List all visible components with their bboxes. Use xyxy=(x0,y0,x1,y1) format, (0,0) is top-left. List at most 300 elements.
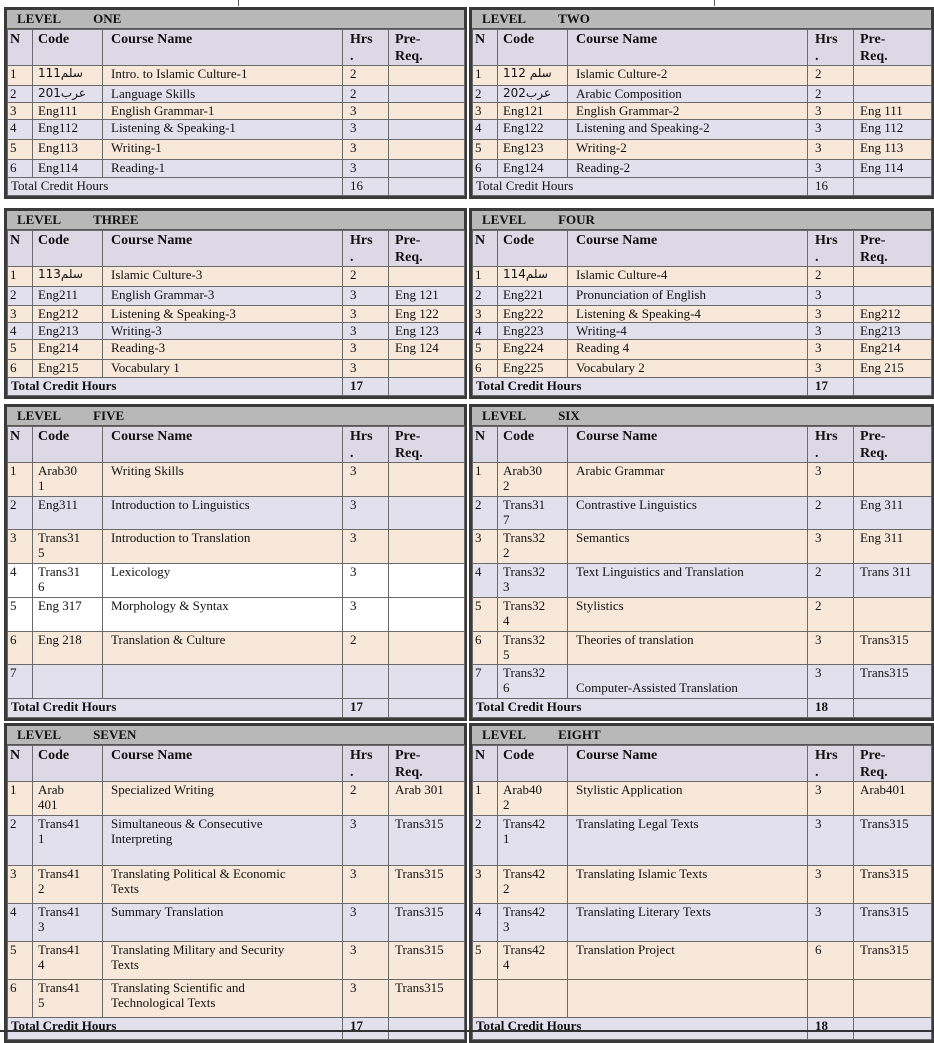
cell-code xyxy=(498,980,568,1018)
total-label: Total Credit Hours xyxy=(473,378,808,396)
cell-hrs: 3 xyxy=(343,160,389,178)
cell-code: Trans32 4 xyxy=(498,598,568,632)
cell-number: 5 xyxy=(473,942,498,980)
cell-hrs: 3 xyxy=(808,323,854,340)
header-code: Code xyxy=(33,30,103,66)
cell-prereq: Trans315 xyxy=(389,942,465,980)
header-prereq: Pre- Req. xyxy=(854,30,932,66)
cell-code: Eng215 xyxy=(33,360,103,378)
cell-name: Writing Skills xyxy=(103,463,343,497)
level-heading xyxy=(7,10,464,29)
cell-number: 5 xyxy=(8,598,33,632)
cell-prereq: Eng212 xyxy=(854,306,932,323)
cell-number: 6 xyxy=(8,360,33,378)
cell-code: Eng223 xyxy=(498,323,568,340)
cell-name: Summary Translation xyxy=(103,904,343,942)
table-row xyxy=(473,120,932,140)
header-hrs: Hrs . xyxy=(808,427,854,463)
cell-code: Trans32 2 xyxy=(498,530,568,564)
table-row xyxy=(8,140,465,160)
cell-prereq: Trans315 xyxy=(389,980,465,1018)
header-n: N xyxy=(8,746,33,782)
course-table xyxy=(7,426,465,718)
cell-prereq xyxy=(854,287,932,306)
header-n: N xyxy=(8,30,33,66)
cell-code: Eng 218 xyxy=(33,632,103,665)
cell-number: 3 xyxy=(473,530,498,564)
table-row xyxy=(473,866,932,904)
cell-prereq xyxy=(389,665,465,699)
total-row xyxy=(8,178,465,196)
cell-name: Islamic Culture-4 xyxy=(568,267,808,287)
cell-number: 6 xyxy=(473,160,498,178)
header-course-name: Course Name xyxy=(103,231,343,267)
cell-prereq: Eng 311 xyxy=(854,530,932,564)
course-table xyxy=(472,745,932,1040)
cell-code: Eng311 xyxy=(33,497,103,530)
cell-name: Translating Literary Texts xyxy=(568,904,808,942)
level-panel xyxy=(4,404,467,721)
level-panel xyxy=(4,7,467,199)
cell-prereq xyxy=(389,632,465,665)
total-label: Total Credit Hours xyxy=(8,699,343,718)
cell-name: English Grammar-2 xyxy=(568,103,808,120)
cell-code: Eng222 xyxy=(498,306,568,323)
cell-number: 5 xyxy=(8,340,33,360)
cell-code: Arab30 1 xyxy=(33,463,103,497)
table-row xyxy=(8,980,465,1018)
header-hrs: Hrs . xyxy=(343,427,389,463)
cell-hrs: 3 xyxy=(343,306,389,323)
table-row xyxy=(473,287,932,306)
header-n: N xyxy=(8,427,33,463)
table-row xyxy=(8,598,465,632)
level-panel xyxy=(4,208,467,399)
total-row xyxy=(8,1018,465,1040)
cell-prereq: Trans315 xyxy=(854,942,932,980)
cell-prereq: Trans315 xyxy=(854,665,932,699)
cell-code: Eng124 xyxy=(498,160,568,178)
cell-code: Eng111 xyxy=(33,103,103,120)
table-row xyxy=(8,360,465,378)
cell-number: 7 xyxy=(8,665,33,699)
table-row xyxy=(8,665,465,699)
cell-name: Lexicology xyxy=(103,564,343,598)
table-row xyxy=(8,287,465,306)
cell-number: 6 xyxy=(8,632,33,665)
level-panel xyxy=(469,404,934,721)
cell-code xyxy=(33,665,103,699)
total-row xyxy=(8,699,465,718)
cell-hrs: 3 xyxy=(808,140,854,160)
level-heading xyxy=(472,10,931,29)
cell-name xyxy=(568,980,808,1018)
level-word: LEVEL xyxy=(482,11,527,26)
total-empty-cell xyxy=(389,378,465,396)
table-row xyxy=(473,323,932,340)
level-number: ONE xyxy=(93,11,122,26)
cell-prereq xyxy=(389,267,465,287)
total-empty-cell xyxy=(854,1018,932,1040)
course-table xyxy=(7,29,465,196)
cell-prereq: Trans315 xyxy=(854,632,932,665)
table-row xyxy=(8,323,465,340)
cell-name: Theories of translation xyxy=(568,632,808,665)
cell-number: 3 xyxy=(8,530,33,564)
level-number: TWO xyxy=(558,11,590,26)
cell-code: Trans41 5 xyxy=(33,980,103,1018)
cell-code: Eng213 xyxy=(33,323,103,340)
total-hours: 18 xyxy=(808,1018,854,1040)
header-code: Code xyxy=(33,427,103,463)
cell-hrs xyxy=(343,665,389,699)
cell-hrs xyxy=(808,980,854,1018)
cell-number: 3 xyxy=(8,103,33,120)
table-row xyxy=(473,904,932,942)
cell-prereq: Eng214 xyxy=(854,340,932,360)
cell-prereq xyxy=(854,86,932,103)
header-course-name: Course Name xyxy=(568,30,808,66)
cell-prereq: Trans315 xyxy=(854,816,932,866)
header-hrs: Hrs . xyxy=(343,746,389,782)
cell-name: Listening & Speaking-1 xyxy=(103,120,343,140)
cell-prereq xyxy=(389,103,465,120)
cell-hrs: 3 xyxy=(343,904,389,942)
header-prereq: Pre- Req. xyxy=(854,427,932,463)
header-prereq: Pre- Req. xyxy=(389,30,465,66)
level-heading xyxy=(472,407,931,426)
cell-number: 4 xyxy=(473,564,498,598)
table-header-row xyxy=(8,427,465,463)
total-empty-cell xyxy=(389,699,465,718)
header-prereq: Pre- Req. xyxy=(389,231,465,267)
cell-hrs: 3 xyxy=(343,140,389,160)
table-row xyxy=(473,140,932,160)
cell-number: 6 xyxy=(8,980,33,1018)
cell-hrs: 3 xyxy=(808,665,854,699)
cell-hrs: 3 xyxy=(343,816,389,866)
cell-hrs: 2 xyxy=(808,598,854,632)
header-hrs: Hrs . xyxy=(808,231,854,267)
cell-name: Reading-3 xyxy=(103,340,343,360)
cell-code: سلم 112 xyxy=(498,66,568,86)
total-label: Total Credit Hours xyxy=(8,378,343,396)
cell-name: Translation & Culture xyxy=(103,632,343,665)
cell-name: Arabic Composition xyxy=(568,86,808,103)
table-row xyxy=(473,160,932,178)
cell-code: Trans42 4 xyxy=(498,942,568,980)
cell-name: Islamic Culture-3 xyxy=(103,267,343,287)
cell-prereq: Eng 121 xyxy=(389,287,465,306)
cell-prereq: Eng 114 xyxy=(854,160,932,178)
cell-hrs: 2 xyxy=(343,66,389,86)
cell-hrs: 3 xyxy=(808,360,854,378)
level-panel xyxy=(469,7,934,199)
table-row xyxy=(8,267,465,287)
cell-prereq xyxy=(389,66,465,86)
table-row xyxy=(8,564,465,598)
cell-code: Trans41 2 xyxy=(33,866,103,904)
cell-code: Eng113 xyxy=(33,140,103,160)
cell-number: 3 xyxy=(473,866,498,904)
course-table xyxy=(7,230,465,396)
cell-number: 5 xyxy=(8,140,33,160)
cell-hrs: 3 xyxy=(808,340,854,360)
cell-code: Trans41 1 xyxy=(33,816,103,866)
cell-name: Specialized Writing xyxy=(103,782,343,816)
cell-number: 4 xyxy=(8,564,33,598)
cell-number: 6 xyxy=(473,632,498,665)
level-word: LEVEL xyxy=(17,212,62,227)
cell-number: 2 xyxy=(8,816,33,866)
cell-number: 2 xyxy=(8,497,33,530)
table-row xyxy=(473,665,932,699)
cell-code: Arab30 2 xyxy=(498,463,568,497)
cell-prereq: Eng 122 xyxy=(389,306,465,323)
total-empty-cell xyxy=(389,1018,465,1040)
table-row xyxy=(473,782,932,816)
cell-name: Writing-1 xyxy=(103,140,343,160)
cell-number: 4 xyxy=(8,120,33,140)
table-row xyxy=(473,530,932,564)
cell-name: Morphology & Syntax xyxy=(103,598,343,632)
header-course-name: Course Name xyxy=(568,231,808,267)
course-table xyxy=(7,745,465,1040)
cell-code: سلم114 xyxy=(498,267,568,287)
table-header-row xyxy=(473,427,932,463)
table-row xyxy=(473,980,932,1018)
cell-prereq: Eng 215 xyxy=(854,360,932,378)
cell-prereq xyxy=(854,267,932,287)
total-row xyxy=(473,699,932,718)
table-row xyxy=(8,86,465,103)
cell-hrs: 2 xyxy=(343,782,389,816)
table-row xyxy=(473,306,932,323)
total-label: Total Credit Hours xyxy=(473,699,808,718)
cell-hrs: 3 xyxy=(343,103,389,120)
table-row xyxy=(8,463,465,497)
total-empty-cell xyxy=(389,178,465,196)
cell-number: 5 xyxy=(473,340,498,360)
level-word: LEVEL xyxy=(482,408,527,423)
course-table xyxy=(472,426,932,718)
cell-number: 6 xyxy=(8,160,33,178)
cell-number: 5 xyxy=(473,598,498,632)
level-number: FOUR xyxy=(558,212,595,227)
cell-prereq: Trans315 xyxy=(854,904,932,942)
cell-name: Vocabulary 2 xyxy=(568,360,808,378)
cell-prereq: Trans 311 xyxy=(854,564,932,598)
cell-number: 4 xyxy=(473,323,498,340)
cell-number: 1 xyxy=(8,267,33,287)
cell-name: Translating Military and Security Texts xyxy=(103,942,343,980)
header-prereq: Pre- Req. xyxy=(389,746,465,782)
cell-code: Trans32 3 xyxy=(498,564,568,598)
cell-hrs: 3 xyxy=(808,120,854,140)
table-row xyxy=(8,120,465,140)
cell-prereq: Trans315 xyxy=(854,866,932,904)
cell-code: Arab40 2 xyxy=(498,782,568,816)
cell-number: 5 xyxy=(8,942,33,980)
cell-code: Trans41 3 xyxy=(33,904,103,942)
cell-code: Eng114 xyxy=(33,160,103,178)
cell-number: 1 xyxy=(473,66,498,86)
table-row xyxy=(473,86,932,103)
header-hrs: Hrs . xyxy=(808,30,854,66)
cell-number: 1 xyxy=(473,782,498,816)
cell-number: 2 xyxy=(8,287,33,306)
cell-hrs: 3 xyxy=(343,598,389,632)
cell-number: 1 xyxy=(473,267,498,287)
header-course-name: Course Name xyxy=(568,427,808,463)
cell-number: 3 xyxy=(8,306,33,323)
cell-number: 3 xyxy=(473,306,498,323)
total-hours: 17 xyxy=(808,378,854,396)
cell-number: 3 xyxy=(473,103,498,120)
cell-prereq xyxy=(854,980,932,1018)
header-course-name: Course Name xyxy=(103,746,343,782)
cell-hrs: 3 xyxy=(808,816,854,866)
table-row xyxy=(8,782,465,816)
cell-name: Reading 4 xyxy=(568,340,808,360)
cell-name xyxy=(103,665,343,699)
cell-number: 1 xyxy=(473,463,498,497)
total-empty-cell xyxy=(854,378,932,396)
table-header-row xyxy=(8,30,465,66)
cell-name: Semantics xyxy=(568,530,808,564)
table-row xyxy=(473,598,932,632)
cell-hrs: 3 xyxy=(343,287,389,306)
level-number: SEVEN xyxy=(93,727,137,742)
cell-prereq: Eng 123 xyxy=(389,323,465,340)
cell-number: 1 xyxy=(8,66,33,86)
table-row xyxy=(8,904,465,942)
total-row xyxy=(473,1018,932,1040)
level-number: SIX xyxy=(558,408,580,423)
cell-name: Text Linguistics and Translation xyxy=(568,564,808,598)
table-row xyxy=(473,816,932,866)
level-panel xyxy=(4,723,467,1043)
cell-code: Eng121 xyxy=(498,103,568,120)
cell-prereq xyxy=(389,160,465,178)
cell-name: English Grammar-1 xyxy=(103,103,343,120)
cell-prereq: Eng 124 xyxy=(389,340,465,360)
header-prereq: Pre- Req. xyxy=(854,746,932,782)
total-hours: 16 xyxy=(343,178,389,196)
cell-code: عرب202 xyxy=(498,86,568,103)
table-header-row xyxy=(473,746,932,782)
total-hours: 17 xyxy=(343,378,389,396)
cell-name: Stylistic Application xyxy=(568,782,808,816)
cell-code: Trans32 6 xyxy=(498,665,568,699)
header-code: Code xyxy=(498,746,568,782)
cell-name: Vocabulary 1 xyxy=(103,360,343,378)
cell-hrs: 2 xyxy=(808,86,854,103)
table-row xyxy=(473,497,932,530)
header-n: N xyxy=(473,30,498,66)
cell-hrs: 3 xyxy=(808,287,854,306)
table-row xyxy=(473,340,932,360)
total-row xyxy=(8,378,465,396)
cell-number: 4 xyxy=(8,904,33,942)
cell-code: Eng221 xyxy=(498,287,568,306)
table-row xyxy=(8,942,465,980)
cell-name: Writing-4 xyxy=(568,323,808,340)
table-header-row xyxy=(8,231,465,267)
cell-hrs: 2 xyxy=(343,267,389,287)
cell-hrs: 3 xyxy=(808,103,854,120)
level-number: THREE xyxy=(93,212,139,227)
cell-number: 2 xyxy=(473,287,498,306)
header-code: Code xyxy=(498,231,568,267)
table-header-row xyxy=(473,231,932,267)
table-row xyxy=(8,632,465,665)
cell-name: Computer-Assisted Translation xyxy=(568,665,808,699)
cell-hrs: 3 xyxy=(808,632,854,665)
header-n: N xyxy=(473,427,498,463)
cell-hrs: 2 xyxy=(808,66,854,86)
course-table xyxy=(472,29,932,196)
cell-code: Eng112 xyxy=(33,120,103,140)
cell-code: Trans42 1 xyxy=(498,816,568,866)
cell-hrs: 3 xyxy=(343,360,389,378)
header-code: Code xyxy=(33,746,103,782)
header-n: N xyxy=(8,231,33,267)
cell-name: Listening & Speaking-4 xyxy=(568,306,808,323)
header-code: Code xyxy=(33,231,103,267)
cell-code: Trans31 7 xyxy=(498,497,568,530)
total-row xyxy=(473,178,932,196)
cell-prereq: Eng213 xyxy=(854,323,932,340)
cell-name: Contrastive Linguistics xyxy=(568,497,808,530)
level-heading xyxy=(472,726,931,745)
cell-code: Trans31 5 xyxy=(33,530,103,564)
total-empty-cell xyxy=(854,699,932,718)
cell-number: 5 xyxy=(473,140,498,160)
header-n: N xyxy=(473,231,498,267)
cell-name: Writing-3 xyxy=(103,323,343,340)
table-header-row xyxy=(8,746,465,782)
level-number: FIVE xyxy=(93,408,125,423)
table-row xyxy=(8,816,465,866)
cell-hrs: 3 xyxy=(343,323,389,340)
cell-name: Reading-1 xyxy=(103,160,343,178)
table-row xyxy=(473,66,932,86)
cell-name: Listening and Speaking-2 xyxy=(568,120,808,140)
level-heading xyxy=(7,211,464,230)
cell-code: Eng225 xyxy=(498,360,568,378)
level-word: LEVEL xyxy=(17,11,62,26)
cell-code: سلم113 xyxy=(33,267,103,287)
cell-number xyxy=(473,980,498,1018)
cell-hrs: 2 xyxy=(808,564,854,598)
cell-name: Islamic Culture-2 xyxy=(568,66,808,86)
cell-name: English Grammar-3 xyxy=(103,287,343,306)
cell-prereq xyxy=(389,530,465,564)
level-word: LEVEL xyxy=(17,408,62,423)
cell-name: Pronunciation of English xyxy=(568,287,808,306)
cell-prereq xyxy=(389,463,465,497)
cell-number: 2 xyxy=(473,816,498,866)
cell-hrs: 3 xyxy=(808,782,854,816)
cell-code: Eng212 xyxy=(33,306,103,323)
cell-code: Trans31 6 xyxy=(33,564,103,598)
table-row xyxy=(473,564,932,598)
cell-number: 6 xyxy=(473,360,498,378)
cell-prereq xyxy=(854,598,932,632)
cell-prereq xyxy=(389,564,465,598)
cell-hrs: 3 xyxy=(343,120,389,140)
